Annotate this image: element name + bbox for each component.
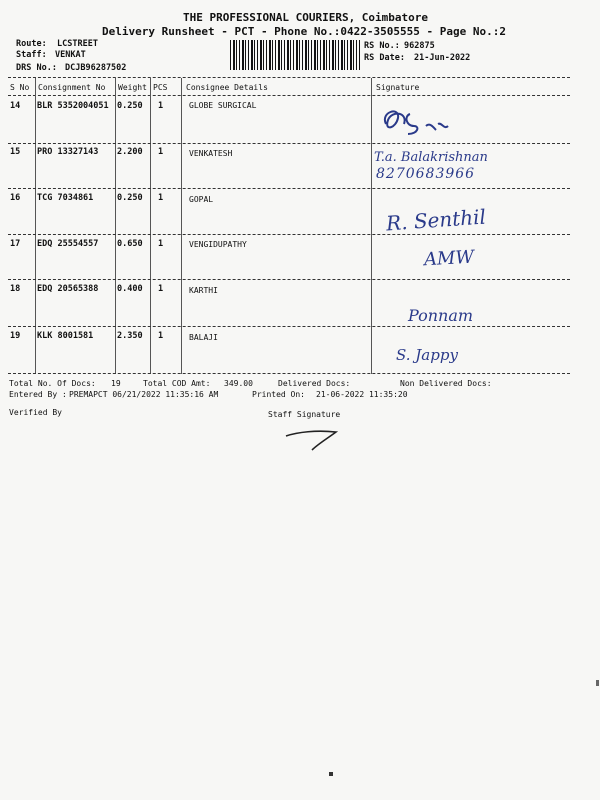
cell-sno: 14	[10, 101, 21, 111]
col-divider	[150, 78, 151, 374]
printed-on-value: 21-06-2022 11:35:20	[316, 390, 408, 399]
signature-row-15-name: T.a. Balakrishnan	[374, 150, 488, 165]
barcode	[230, 40, 360, 70]
cell-consignment: TCG 7034861	[37, 193, 94, 203]
cell-consignment: BLR 5352004051	[37, 101, 109, 111]
cell-sno: 18	[10, 284, 21, 294]
cell-consignee: VENGIDUPATHY	[189, 240, 247, 249]
cell-pcs: 1	[158, 284, 164, 294]
delivered-docs-label: Delivered Docs:	[278, 379, 351, 388]
entered-by-value: PREMAPCT 06/21/2022 11:35:16 AM	[69, 390, 219, 399]
staff-value: VENKAT	[55, 50, 86, 60]
cell-weight: 2.350	[117, 331, 143, 341]
cell-consignee: KARTHI	[189, 286, 218, 295]
scan-speck	[596, 680, 599, 686]
signature-row-18: Ponnam	[408, 306, 474, 325]
cell-consignment: EDQ 20565388	[37, 284, 99, 294]
staff-signature-mark	[284, 428, 344, 456]
row-rule	[8, 373, 570, 374]
cell-sno: 17	[10, 239, 21, 249]
rs-date-value: 21-Jun-2022	[414, 53, 471, 63]
staff-signature-label: Staff Signature	[268, 410, 341, 419]
cell-weight: 0.650	[117, 239, 143, 249]
signature-row-15-phone: 8270683966	[376, 166, 476, 182]
signature-row-17: AMW	[423, 246, 475, 271]
cell-pcs: 1	[158, 101, 164, 111]
cell-sno: 16	[10, 193, 21, 203]
cell-consignee: BALAJI	[189, 333, 218, 342]
col-header-sno: S No	[10, 83, 30, 92]
cell-sno: 15	[10, 147, 21, 157]
col-header-consignee: Consignee Details	[186, 83, 268, 92]
row-rule	[8, 326, 570, 327]
drs-value: DCJB96287502	[65, 63, 127, 73]
total-docs-label: Total No. Of Docs:	[9, 379, 96, 388]
col-divider	[181, 78, 182, 374]
staff-label: Staff:	[16, 50, 47, 60]
total-docs-value: 19	[111, 379, 121, 388]
cell-weight: 0.250	[117, 101, 143, 111]
cell-sno: 19	[10, 331, 21, 341]
row-rule	[8, 143, 570, 144]
non-delivered-docs-label: Non Delivered Docs:	[400, 379, 492, 388]
total-cod-value: 349.00	[224, 379, 253, 388]
row-rule	[8, 188, 570, 189]
cell-consignee: GOPAL	[189, 195, 214, 204]
col-divider	[115, 78, 116, 374]
cell-pcs: 1	[158, 193, 164, 203]
cell-weight: 0.250	[117, 193, 143, 203]
col-divider	[371, 78, 372, 374]
row-rule	[8, 234, 570, 235]
col-header-signature: Signature	[376, 83, 420, 92]
col-header-consignment: Consignment No	[38, 83, 106, 92]
printed-on-label: Printed On:	[252, 390, 305, 399]
header-top-rule	[8, 77, 570, 78]
rs-no-label: RS No.:	[364, 41, 400, 51]
verified-by-label: Verified By	[9, 408, 62, 417]
cell-consignment: EDQ 25554557	[37, 239, 99, 249]
entered-by-label: Entered By :	[9, 390, 67, 399]
col-header-weight: Weight	[118, 83, 147, 92]
document-subtitle: Delivery Runsheet - PCT - Phone No.:0422-3505555 - Page No.:2	[102, 25, 506, 38]
header-bottom-rule	[8, 95, 570, 96]
route-label: Route:	[16, 39, 47, 49]
cell-consignee: VENKATESH	[189, 149, 233, 158]
cell-consignment: PRO 13327143	[37, 147, 99, 157]
col-header-pcs: PCS	[153, 83, 168, 92]
cell-consignment: KLK 8001581	[37, 331, 94, 341]
rs-no-value: 962875	[404, 41, 435, 51]
row-rule	[8, 279, 570, 280]
route-value: LCSTREET	[57, 39, 98, 49]
col-divider	[35, 78, 36, 374]
total-cod-label: Total COD Amt:	[143, 379, 211, 388]
rs-date-label: RS Date:	[364, 53, 405, 63]
cell-pcs: 1	[158, 331, 164, 341]
cell-pcs: 1	[158, 239, 164, 249]
cell-consignee: GLOBE SURGICAL	[189, 101, 257, 110]
cell-weight: 2.200	[117, 147, 143, 157]
document-title: THE PROFESSIONAL COURIERS, Coimbatore	[183, 11, 429, 24]
cell-pcs: 1	[158, 147, 164, 157]
signature-row-19: S. Jappy	[396, 346, 458, 364]
signature-row-14	[378, 104, 468, 144]
cell-weight: 0.400	[117, 284, 143, 294]
scan-speck	[329, 772, 333, 776]
drs-label: DRS No.:	[16, 63, 57, 73]
signature-row-16: R. Senthil	[385, 204, 487, 236]
